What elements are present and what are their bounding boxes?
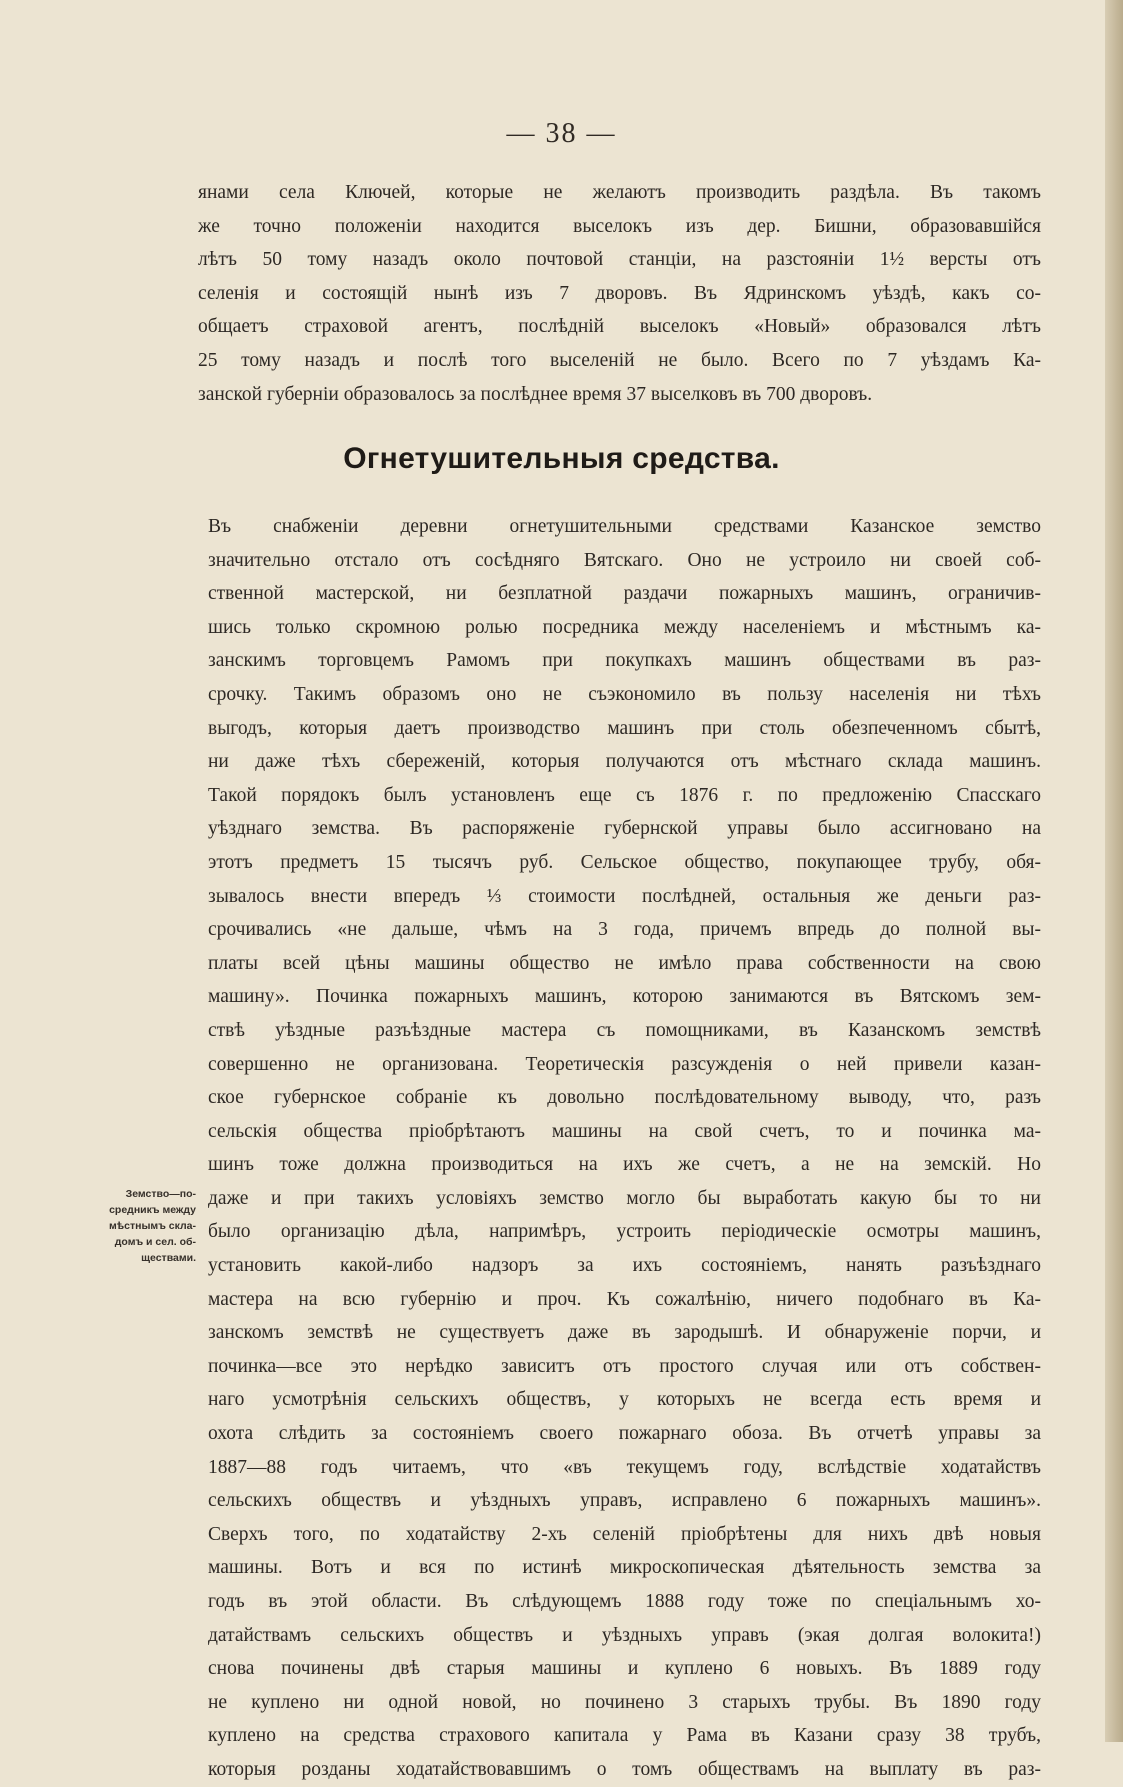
text-line: общаетъ страховой агентъ, послѣдній выселокъ «Новый» образовался лѣтъ	[198, 316, 1041, 338]
text-line: срочивались «не дальше, чѣмъ на 3 года, причемъ впредь до полной вы-	[208, 919, 1041, 941]
text-line: этотъ предметъ 15 тысячъ руб. Сельское общество, покупающее трубу, обя-	[208, 851, 1041, 873]
text-line: янами села Ключей, которые не желаютъ производить раздѣла. Въ такомъ	[198, 182, 1041, 203]
text-line: датайствамъ сельскихъ обществъ и уѣздныхъ управъ (экая долгая волокита!)	[208, 1624, 1041, 1646]
text-line: уѣзднаго земства. Въ распоряженіе губернской управы было ассигновано на	[208, 818, 1041, 840]
text-line: зывалось внести впередъ ⅓ стоимости послѣдней, остальныя же деньги раз-	[208, 885, 1041, 907]
text-line: ствѣ уѣздные разъѣздные мастера съ помощниками, въ Казанскомъ земствѣ	[208, 1019, 1041, 1041]
paragraph-1	[198, 176, 1041, 411]
text-line: платы всей цѣны машины общество не имѣло права собственности на свою	[208, 952, 1041, 974]
text-line: охота слѣдить за состояніемъ своего пожарнаго обоза. Въ отчетѣ управы за	[208, 1423, 1041, 1445]
text-line: Такой порядокъ былъ установленъ еще съ 1876 г. по предложенію Спасскаго	[208, 784, 1041, 806]
page-number: — 38 —	[506, 118, 617, 149]
text-line: даже и при такихъ условіяхъ земство могло бы выработать какую бы то ни	[208, 1187, 1041, 1209]
text-line: годъ въ этой области. Въ слѣдующемъ 1888 году тоже по спеціальнымъ хо-	[208, 1591, 1041, 1612]
text-line: занскомъ земствѣ не существуетъ даже въ зародышѣ. И обнаруженіе порчи, и	[208, 1322, 1041, 1344]
text-line: шись только скромною ролью посредника между населеніемъ и мѣстнымъ ка-	[208, 616, 1041, 638]
page-edge	[1105, 0, 1123, 1742]
text-line: ни даже тѣхъ сбереженій, которыя получаются отъ мѣстнаго склада машинъ.	[208, 751, 1041, 773]
paragraph-2	[208, 510, 1041, 1787]
text-line: значительно отстало отъ сосѣдняго Вятскаго. Оно не устроило ни своей соб-	[208, 549, 1041, 571]
text-line: занской губерніи образовалось за послѣднее время 37 выселковъ въ 700 дворовъ.	[198, 383, 873, 405]
text-line: было организацію дѣла, напримѣръ, устроить періодическіе осмотры машинъ,	[208, 1221, 1041, 1243]
text-line: 25 тому назадъ и послѣ того выселеній не было. Всего по 7 уѣздамъ Ка-	[198, 349, 1041, 371]
text-line: селенія и состоящій нынѣ изъ 7 дворовъ. Въ Ядринскомъ уѣздѣ, какъ со-	[198, 282, 1041, 304]
text-line: срочку. Такимъ образомъ оно не съэкономило въ пользу населенія ни тѣхъ	[208, 683, 1041, 705]
margin-note	[66, 1186, 196, 1266]
text-line: машины. Вотъ и вся по истинѣ микроскопическая дѣятельность земства за	[208, 1557, 1041, 1579]
text-line: совершенно не организована. Теоретическія разсужденія о ней привели казан-	[208, 1053, 1041, 1075]
margin-note-line: домъ и сел. об-	[114, 1236, 196, 1248]
text-line: мастера на всю губернію и проч. Къ сожалѣнію, ничего подобнаго въ Ка-	[208, 1288, 1041, 1310]
text-line: починка—все это нерѣдко зависитъ отъ простого случая или отъ собствен-	[208, 1355, 1041, 1377]
text-line: выгодъ, которыя даетъ производство машинъ при столь обезпеченномъ сбытѣ,	[208, 717, 1041, 739]
margin-note-line: Земство—по-	[125, 1188, 196, 1200]
text-line: куплено на средства страхового капитала у Рама въ Казани сразу 38 трубъ,	[208, 1725, 1041, 1747]
margin-note-line: ществами.	[141, 1252, 196, 1264]
text-line: ское губернское собраніе къ довольно послѣдовательному выводу, что, разъ	[208, 1087, 1041, 1109]
text-line: Сверхъ того, по ходатайству 2-хъ селеній пріобрѣтены для нихъ двѣ новыя	[208, 1523, 1041, 1545]
text-line: шинъ тоже должна производиться на ихъ же счетъ, а не на земскій. Но	[208, 1154, 1041, 1176]
margin-note-line: мѣстнымъ скла-	[108, 1220, 196, 1232]
text-line: 1887—88 годъ читаемъ, что «въ текущемъ году, вслѣдствіе ходатайствъ	[208, 1456, 1041, 1478]
margin-note-line: средникъ между	[109, 1204, 196, 1216]
text-line: Въ снабженіи деревни огнетушительными средствами Казанское земство	[208, 516, 1041, 537]
section-heading: Огнетушительныя средства.	[343, 442, 780, 475]
text-line: установить какой-либо надзоръ за ихъ состояніемъ, нанять разъѣзднаго	[208, 1255, 1041, 1277]
text-line: занскимъ торговцемъ Рамомъ при покупкахъ машинъ обществами въ раз-	[208, 650, 1041, 672]
text-line: снова починены двѣ старыя машины и куплено 6 новыхъ. Въ 1889 году	[208, 1658, 1041, 1680]
text-line: не куплено ни одной новой, но починено 3 старыхъ трубы. Въ 1890 году	[208, 1691, 1041, 1713]
text-line: машину». Починка пожарныхъ машинъ, которою занимаются въ Вятскомъ зем-	[208, 986, 1041, 1008]
text-line: же точно положеніи находится выселокъ изъ дер. Бишни, образовавшійся	[198, 215, 1041, 237]
text-line: лѣтъ 50 тому назадъ около почтовой станціи, на разстояніи 1½ версты отъ	[198, 249, 1041, 271]
text-line: ственной мастерской, ни безплатной раздачи пожарныхъ машинъ, ограничив-	[208, 583, 1041, 605]
text-line: сельскія общества пріобрѣтаютъ машины на свой счетъ, то и починка ма-	[208, 1120, 1041, 1142]
text-line: которыя розданы ходатайствовавшимъ о томъ обществамъ на выплату въ раз-	[208, 1758, 1041, 1780]
text-line: наго усмотрѣнія сельскихъ обществъ, у которыхъ не всегда есть время и	[208, 1389, 1041, 1411]
text-line: сельскихъ обществъ и уѣздныхъ управъ, исправлено 6 пожарныхъ машинъ».	[208, 1490, 1041, 1512]
